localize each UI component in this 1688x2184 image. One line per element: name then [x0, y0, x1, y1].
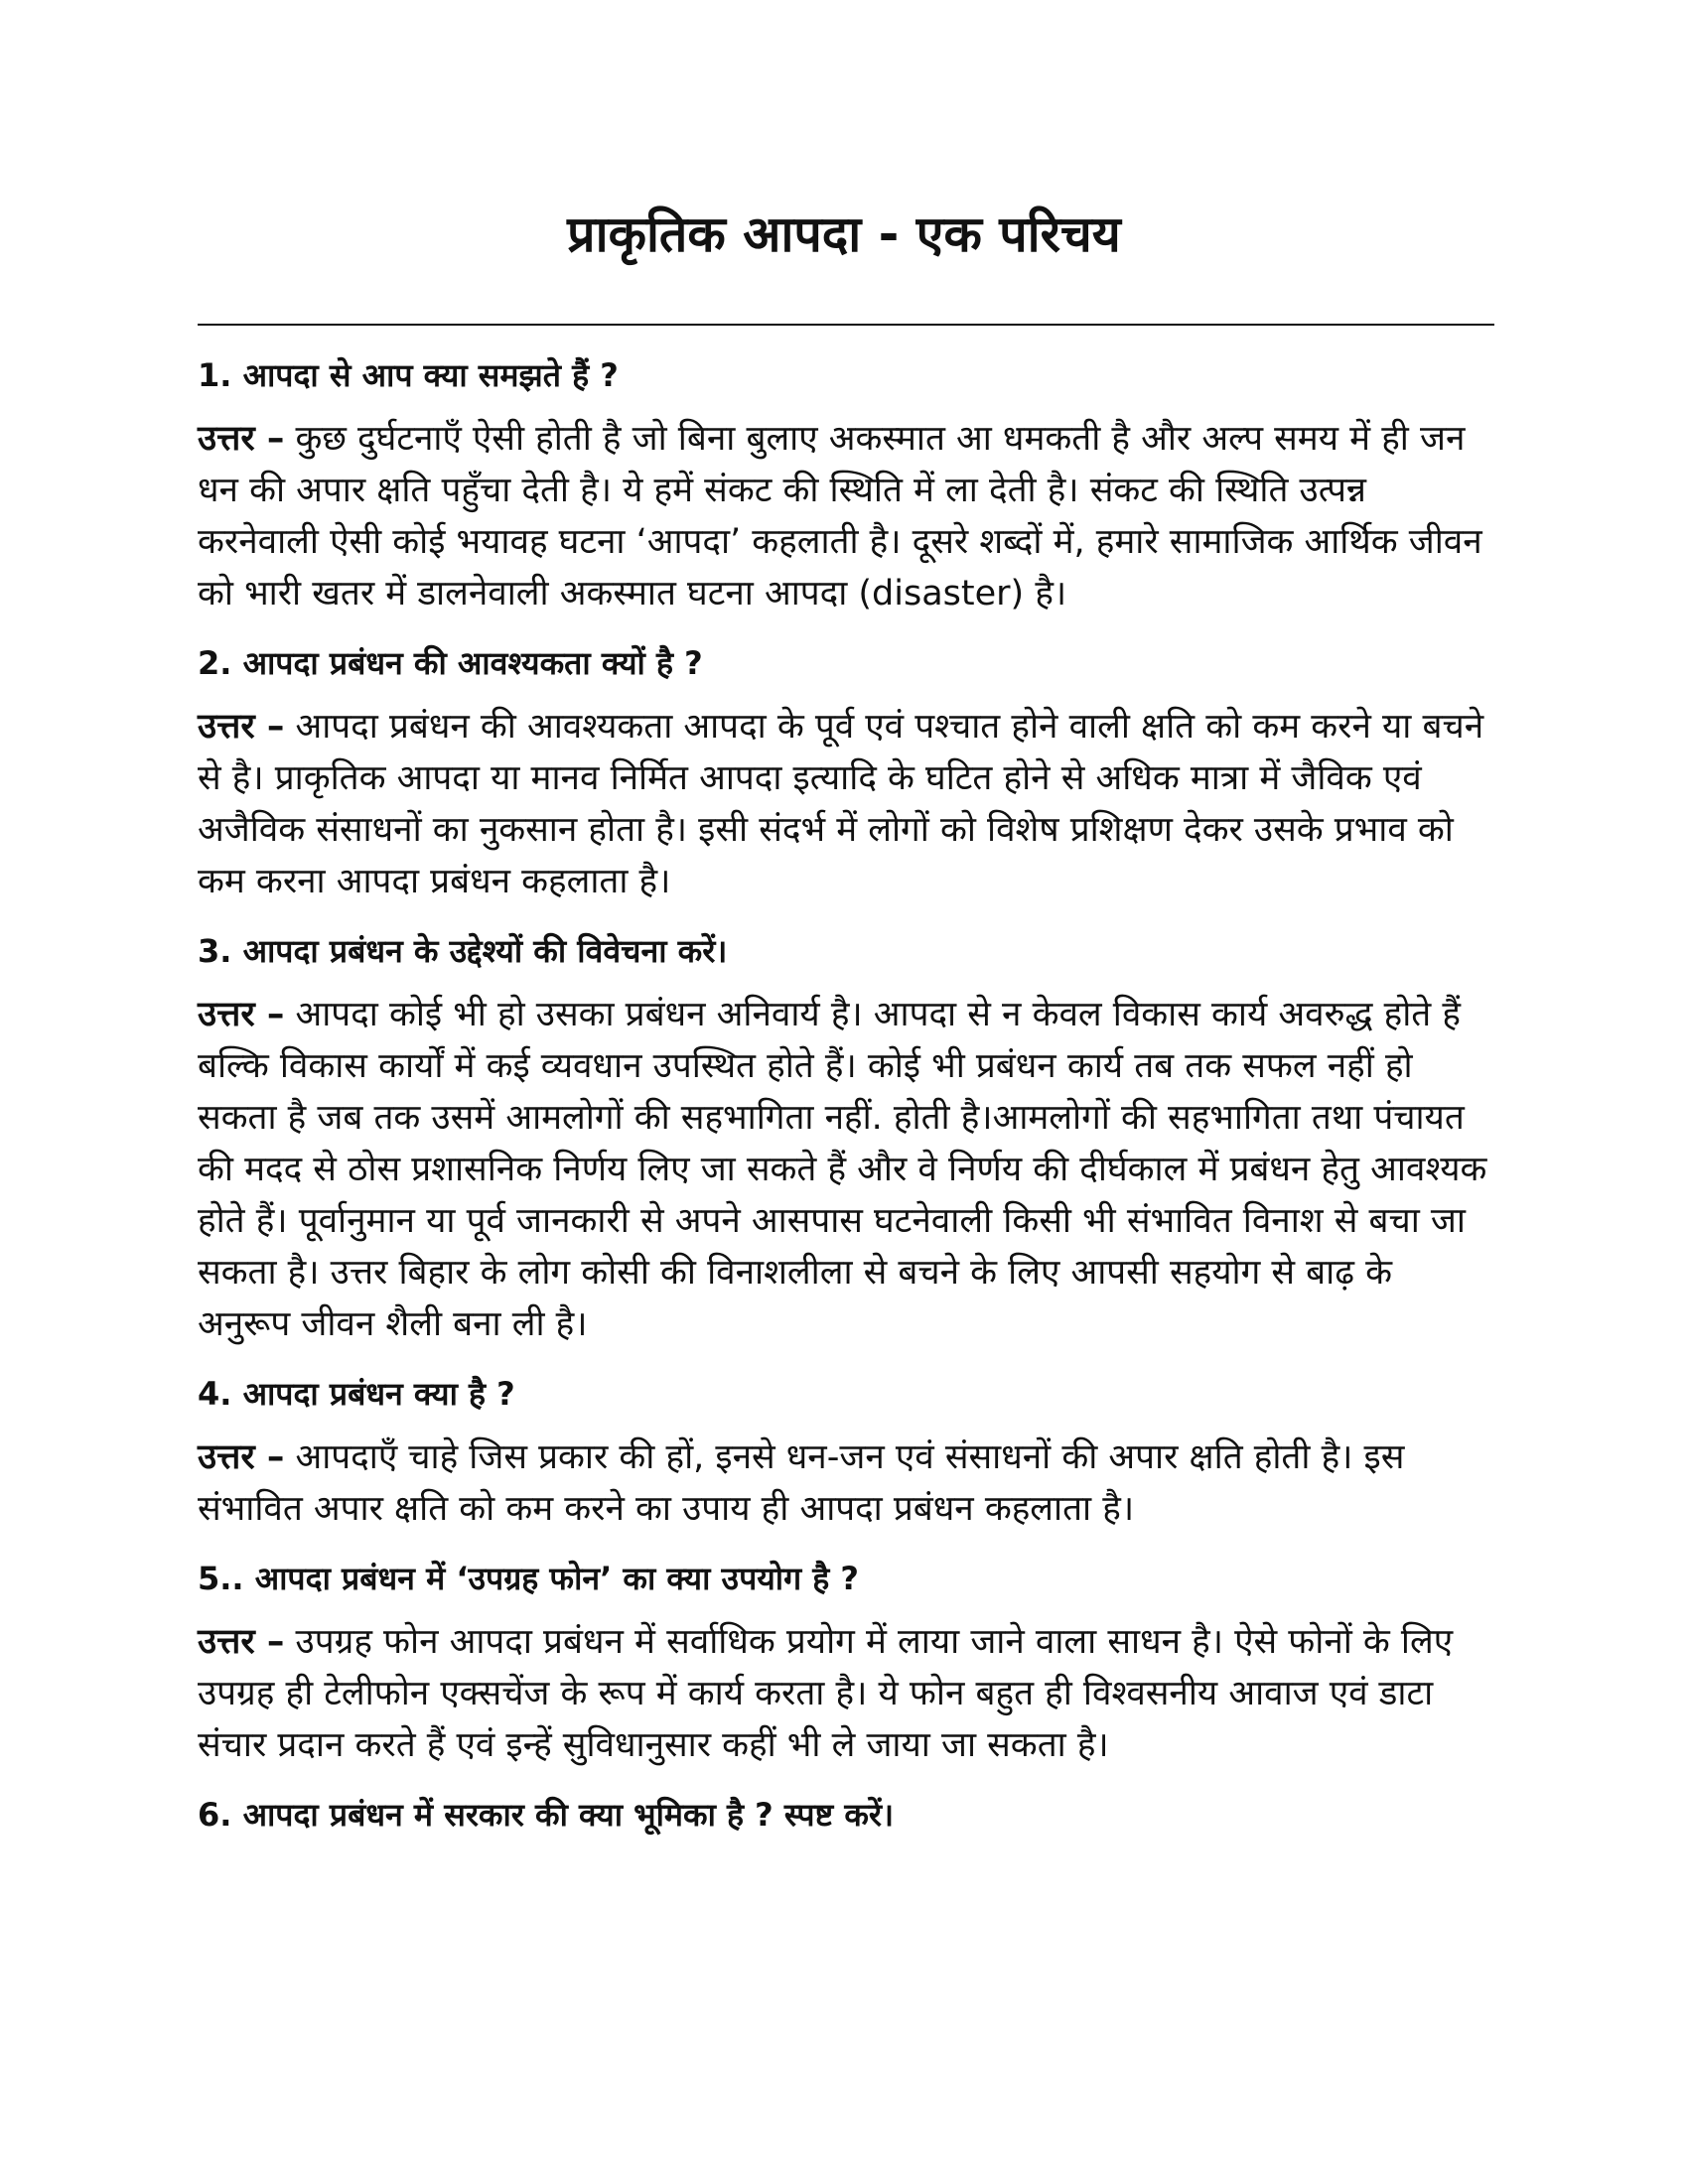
answer-text: उपग्रह फोन आपदा प्रबंधन में सर्वाधिक प्रयोग में लाया जाने वाला साधन है। ऐसे फोनों के लिए उपग्रह ही टेलीफोन एक्सचेंज के रूप में कार्य करता है। ये फोन बहुत ही विश्वसनीय आवाज एवं डाटा संचार प्रदान करते हैं एवं इन्हें सुविधानुसार कहीं भी ले जाया जा सकता है।: [198, 1622, 1454, 1765]
qa-section-6: [198, 1789, 1494, 1841]
question-5: 5.. आपदा प्रबंधन में ‘उपग्रह फोन’ का क्या उपयोग है ?: [198, 1560, 859, 1597]
qa-section-2: [198, 637, 1494, 907]
answer-3: [198, 989, 1494, 1350]
answer-1: [198, 413, 1494, 619]
answer-label: उत्तर –: [198, 1437, 285, 1477]
question-2: 2. आपदा प्रबंधन की आवश्यकता क्यों है ?: [198, 644, 703, 682]
question-6: 6. आपदा प्रबंधन में सरकार की क्या भूमिका है ? स्पष्ट करें।: [198, 1796, 895, 1834]
answer-text: आपदा प्रबंधन की आवश्यकता आपदा के पूर्व एवं पश्चात होने वाली क्षति को कम करने या बचने से है। प्राकृतिक आपदा या मानव निर्मित आपदा इत्यादि के घटित होने से अधिक मात्रा में जैविक एवं अजैविक संसाधनों का नुकसान होता है। इसी संदर्भ में लोगों को विशेष प्रशिक्षण देकर उसके प्रभाव को कम करना आपदा प्रबंधन कहलाता है।: [198, 707, 1484, 901]
qa-section-5: [198, 1553, 1494, 1771]
qa-section-3: [198, 925, 1494, 1350]
answer-label: उत्तर –: [198, 1622, 285, 1662]
qa-section-4: [198, 1368, 1494, 1535]
answer-2: [198, 701, 1494, 907]
answer-5: [198, 1616, 1494, 1771]
answer-text: आपदाएँ चाहे जिस प्रकार की हों, इनसे धन-जन एवं संसाधनों की अपार क्षति होती है। इस संभावित अपार क्षति को कम करने का उपाय ही आपदा प्रबंधन कहलाता है।: [198, 1437, 1405, 1529]
answer-text: कुछ दुर्घटनाएँ ऐसी होती है जो बिना बुलाए अकस्मात आ धमकती है और अल्प समय में ही जन धन की अपार क्षति पहुँचा देती है। ये हमें संकट की स्थिति में ला देती है। संकट की स्थिति उत्पन्न करनेवाली ऐसी कोई भयावह घटना ‘आपदा’ कहलाती है। दूसरे शब्दों में, हमारे सामाजिक आर्थिक जीवन को भारी खतर में डालनेवाली अकस्मात घटना आपदा (disaster) है।: [198, 419, 1482, 614]
answer-label: उत्तर –: [198, 995, 285, 1034]
answer-label: उत्तर –: [198, 419, 285, 459]
answer-4: [198, 1432, 1494, 1535]
answer-label: उत्तर –: [198, 707, 285, 747]
qa-section-1: [198, 349, 1494, 619]
qa-content: [198, 349, 1494, 1852]
answer-text: आपदा कोई भी हो उसका प्रबंधन अनिवार्य है। आपदा से न केवल विकास कार्य अवरुद्ध होते हैं बल्कि विकास कार्यों में कई व्यवधान उपस्थित होते हैं। कोई भी प्रबंधन कार्य तब तक सफल नहीं हो सकता है जब तक उसमें आमलोगों की सहभागिता नहीं. होती है।आमलोगों की सहभागिता तथा पंचायत की मदद से ठोस प्रशासनिक निर्णय लिए जा सकते हैं और वे निर्णय की दीर्घकाल में प्रबंधन हेतु आवश्यक होते हैं। पूर्वानुमान या पूर्व जानकारी से अपने आसपास घटनेवाली किसी भी संभावित विनाश से बचा जा सकता है। उत्तर बिहार के लोग कोसी की विनाशलीला से बचने के लिए आपसी सहयोग से बाढ़ के अनुरूप जीवन शैली बना ली है।: [198, 995, 1487, 1344]
title-divider: [198, 324, 1494, 326]
page-title: प्राकृतिक आपदा - एक परिचय: [567, 205, 1121, 263]
question-4: 4. आपदा प्रबंधन क्या है ?: [198, 1375, 515, 1413]
question-3: 3. आपदा प्रबंधन के उद्देश्यों की विवेचना करें।: [198, 932, 728, 970]
question-1: 1. आपदा से आप क्या समझते हैं ?: [198, 356, 619, 394]
